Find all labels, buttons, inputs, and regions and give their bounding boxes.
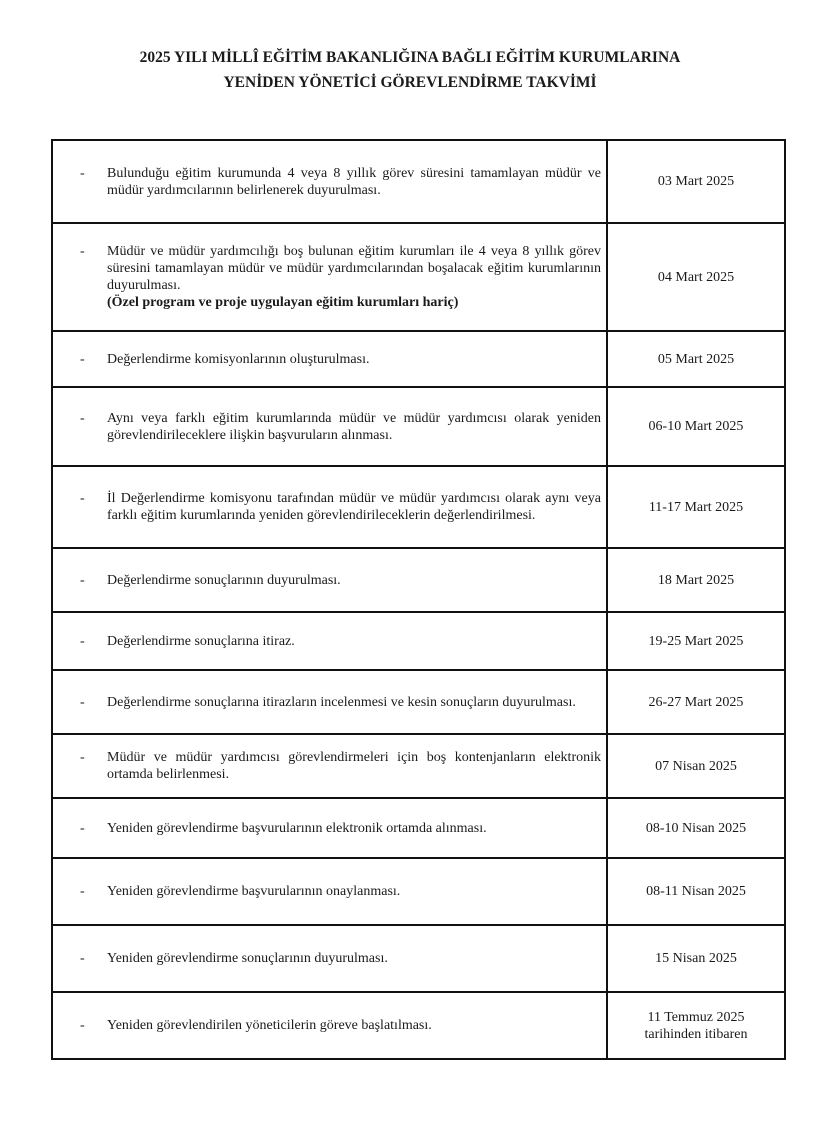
date-text: 26-27 Mart 2025 [648,694,744,710]
row-description [52,798,607,858]
title-line-2: YENİDEN YÖNETİCİ GÖREVLENDİRME TAKVİMİ [223,74,597,91]
date-text: 03 Mart 2025 [657,174,735,189]
row-description [52,466,607,548]
row-description [52,140,607,223]
table-row [52,858,785,925]
row-date [607,331,785,387]
row-date [607,223,785,331]
table-row [52,734,785,798]
table-row [52,466,785,548]
row-text: Yeniden görevlendirilen yöneticilerin göreve başlatılması. [107,1018,432,1033]
row-description [52,612,607,670]
date-subtext: tarihinden itibaren [644,1026,748,1042]
row-text: Yeniden görevlendirme başvurularının onaylanması. [107,884,401,899]
row-description [52,992,607,1059]
date-text: 08-10 Nisan 2025 [645,820,747,836]
row-text: Bulunduğu eğitim kurumunda 4 veya 8 yıllık görev süresini tamamlayan müdür ve müdür yardımcılarının belirlenerek duyurulması. [107,165,601,198]
row-date [607,858,785,925]
bullet-dash: - [80,694,85,710]
bullet-dash: - [80,572,85,588]
bullet-dash: - [80,244,85,259]
date-text: 07 Nisan 2025 [655,758,737,774]
table-row [52,670,785,734]
title-line-1: 2025 YILI MİLLÎ EĞİTİM BAKANLIĞINA BAĞLI EĞİTİM KURUMLARINA [139,49,681,66]
row-text: Değerlendirme sonuçlarına itirazların incelenmesi ve kesin sonuçların duyurulması. [107,694,576,710]
table-row [52,548,785,612]
bullet-dash: - [80,884,85,899]
row-description [52,387,607,466]
table-row [52,925,785,992]
row-description [52,925,607,992]
row-date [607,734,785,798]
row-text: Değerlendirme sonuçlarının duyurulması. [107,572,341,588]
bullet-dash: - [80,1018,85,1033]
table-row [52,992,785,1059]
document-title [0,45,820,95]
date-text: 05 Mart 2025 [657,351,735,367]
row-date [607,548,785,612]
date-text: 15 Nisan 2025 [655,951,737,966]
row-date [607,466,785,548]
row-date [607,140,785,223]
date-text: 18 Mart 2025 [657,572,735,588]
row-text: Yeniden görevlendirme sonuçlarının duyurulması. [107,951,388,966]
schedule-table [51,139,786,1060]
table-row [52,798,785,858]
date-text: 04 Mart 2025 [657,269,735,285]
row-date [607,612,785,670]
row-date [607,925,785,992]
date-text: 06-10 Mart 2025 [648,419,744,434]
row-description [52,858,607,925]
bullet-dash: - [80,491,85,506]
row-description [52,331,607,387]
row-text: Değerlendirme komisyonlarının oluşturulması. [107,351,370,367]
row-date [607,798,785,858]
bullet-dash: - [80,165,85,181]
table-row [52,612,785,670]
table-row [52,223,785,331]
row-text: Müdür ve müdür yardımcısı görevlendirmeleri için boş kontenjanların elektronik ortamda belirlenmesi. [107,750,601,782]
row-date [607,992,785,1059]
bullet-dash: - [80,633,85,649]
row-note: (Özel program ve proje uygulayan eğitim kurumları hariç) [107,295,459,310]
date-text: 11-17 Mart 2025 [648,499,744,515]
bullet-dash: - [80,410,85,426]
row-text: Yeniden görevlendirme başvurularının elektronik ortamda alınması. [107,820,487,836]
bullet-dash: - [80,750,85,765]
table-row [52,140,785,223]
table-row [52,387,785,466]
row-description [52,734,607,798]
date-text: 19-25 Mart 2025 [648,633,744,649]
row-text: İl Değerlendirme komisyonu tarafından müdür ve müdür yardımcısı olarak aynı veya farklı eğitim kurumlarında yeniden görevlendirileceklerin değerlendirilmesi. [107,491,601,523]
date-text: 11 Temmuz 2025 [647,1009,745,1025]
row-description [52,223,607,331]
date-text: 08-11 Nisan 2025 [646,884,746,899]
row-date [607,387,785,466]
row-date [607,670,785,734]
row-text: Aynı veya farklı eğitim kurumlarında müdür ve müdür yardımcısı olarak yeniden görevlendirileceklere ilişkin başvuruların alınması. [107,410,601,443]
bullet-dash: - [80,951,85,966]
row-text: Değerlendirme sonuçlarına itiraz. [107,633,295,649]
row-description [52,548,607,612]
bullet-dash: - [80,820,85,836]
bullet-dash: - [80,351,85,367]
row-text: Müdür ve müdür yardımcılığı boş bulunan eğitim kurumları ile 4 veya 8 yıllık görev süresini tamamlayan müdür ve müdür yardımcılarından boşalacak eğitim kurumlarının duyurulması. [107,244,601,293]
row-description [52,670,607,734]
table-row [52,331,785,387]
